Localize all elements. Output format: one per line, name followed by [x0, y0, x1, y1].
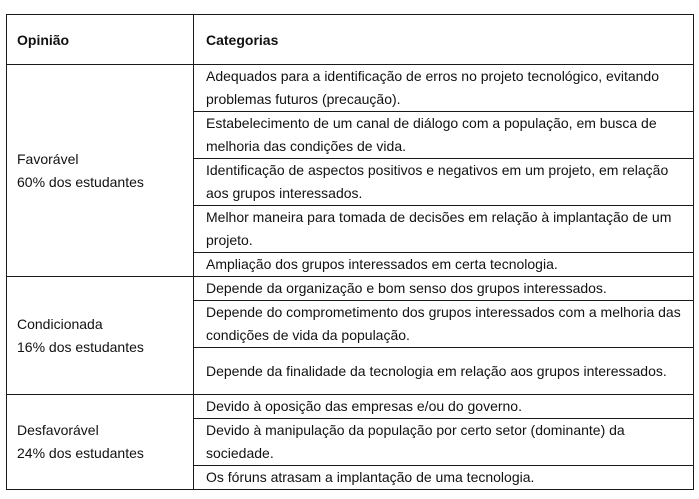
- opinion-condicionada-cell: [7, 277, 194, 395]
- header-opinion: Opinião: [7, 15, 194, 65]
- category-cell: Estabelecimento de um canal de diálogo com a população, em busca de melhoria das condições de vida.: [194, 112, 694, 159]
- category-cell: Depende do comprometimento dos grupos interessados com a melhoria das condições de vida da população.: [194, 301, 694, 348]
- category-cell: Adequados para a identificação de erros no projeto tecnológico, evitando problemas futuros (precaução).: [194, 65, 694, 112]
- category-cell: Ampliação dos grupos interessados em certa tecnologia.: [194, 253, 694, 277]
- opinion-percent: 16% dos estudantes: [17, 338, 144, 355]
- opinion-percent: 24% dos estudantes: [17, 445, 144, 461]
- opinion-favoravel-cell: [7, 65, 194, 277]
- category-cell: Os fóruns atrasam a implantação de uma tecnologia.: [194, 466, 694, 490]
- opinion-label: Desfavorável: [17, 422, 99, 438]
- category-cell: Identificação de aspectos positivos e negativos em um projeto, em relação aos grupos interessados.: [194, 159, 694, 206]
- category-cell: Devido à oposição das empresas e/ou do governo.: [194, 395, 694, 419]
- category-cell: Depende da finalidade da tecnologia em relação aos grupos interessados.: [194, 348, 694, 395]
- table-row: [7, 65, 694, 112]
- opinion-label: Condicionada: [17, 315, 103, 332]
- opinion-label: Favorável: [17, 150, 79, 167]
- category-cell: Depende da organização e bom senso dos grupos interessados.: [194, 277, 694, 301]
- category-cell: Melhor maneira para tomada de decisões em relação à implantação de um projeto.: [194, 206, 694, 253]
- category-cell: Devido à manipulação da população por certo setor (dominante) da sociedade.: [194, 419, 694, 466]
- opinion-desfavoravel-cell: [7, 395, 194, 490]
- header-categories: Categorias: [194, 15, 694, 65]
- header-row: [7, 15, 694, 65]
- opinion-percent: 60% dos estudantes: [17, 173, 144, 190]
- table-row: [7, 395, 694, 419]
- opinion-categories-table: [6, 14, 694, 490]
- table-row: [7, 277, 694, 301]
